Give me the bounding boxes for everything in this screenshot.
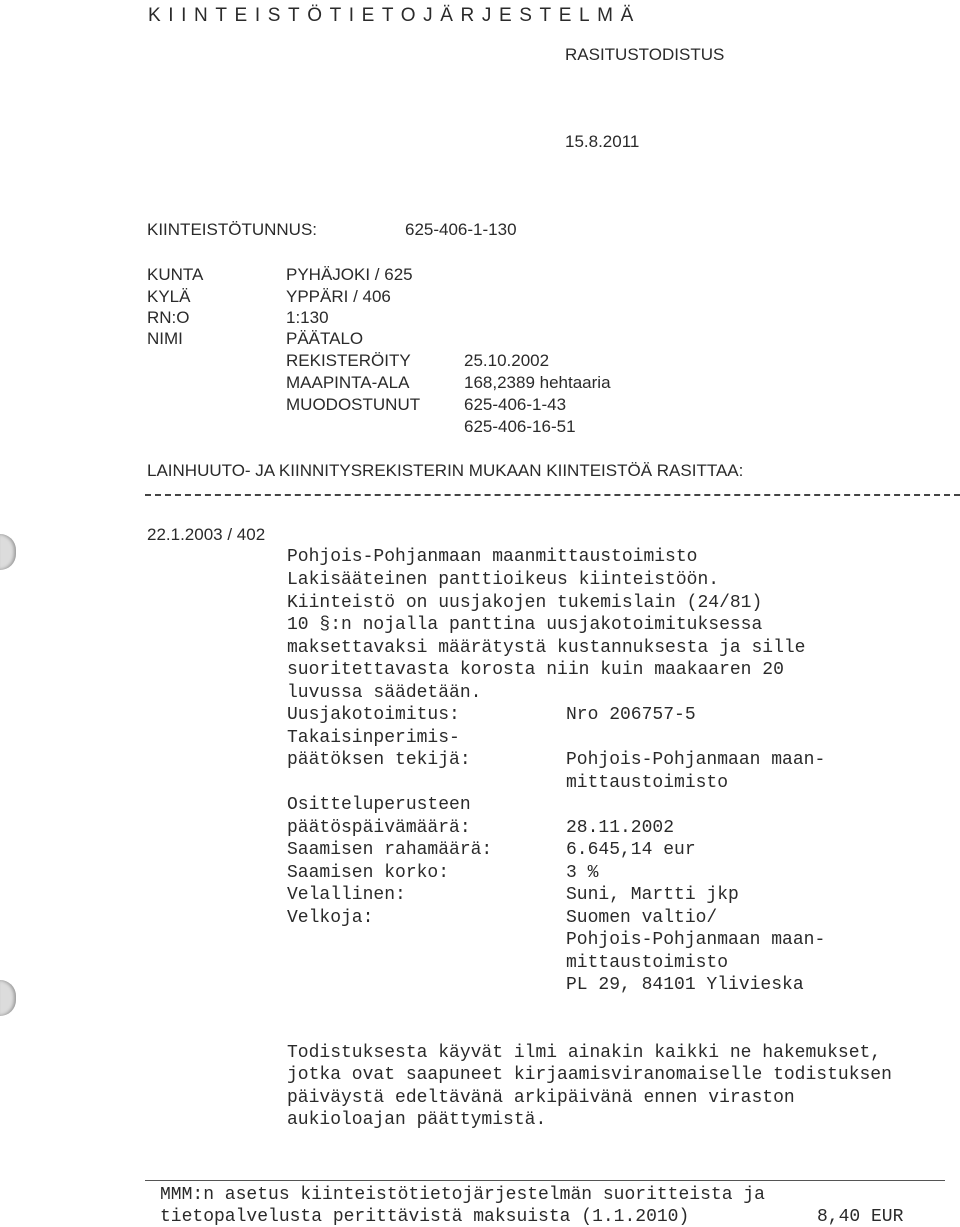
description-line: luvussa säädetään. [287,683,482,703]
formed-value: 625-406-1-43 [464,395,567,414]
registered-label: REKISTERÖITY [286,351,411,370]
description-line: Pohjois-Pohjanmaan maanmittaustoimisto [287,547,698,567]
decision-value-line: Pohjois-Pohjanmaan maan- [566,750,826,770]
document-date: 15.8.2011 [565,132,640,151]
property-row-label: KYLÄ [147,287,191,306]
debtor-label: Velallinen: [287,885,406,905]
entry-date: 22.1.2003 / 402 [147,525,266,544]
registered-value: 25.10.2002 [464,351,550,370]
area-label: MAAPINTA-ALA [286,373,410,392]
decision-label-line: Takaisinperimis- [287,728,460,748]
description-line: Kiinteistö on uusjakojen tukemislain (24/81) [287,593,763,613]
property-row-label: RN:O [147,308,190,327]
description-line: 10 §:n nojalla panttina uusjakotoimituksessa [287,615,763,635]
area-value: 168,2389 hehtaaria [464,373,611,392]
property-row-value: PÄÄTALO [286,329,364,348]
document-type: RASITUSTODISTUS [565,45,725,64]
property-row-value: PYHÄJOKI / 625 [286,265,413,284]
fee-line: MMM:n asetus kiinteistötietojärjestelmän suoritteista ja [160,1185,765,1205]
property-id-label: KIINTEISTÖTUNNUS: [147,220,318,239]
property-row-value: YPPÄRI / 406 [286,287,391,306]
system-title: KIINTEISTÖTIETOJÄRJESTELMÄ [148,5,641,26]
property-row-value: 1:130 [286,308,329,327]
basis-value: 28.11.2002 [566,818,675,838]
fee-divider [145,1180,945,1181]
dashed-divider [145,494,960,496]
formed-value: 625-406-16-51 [464,417,576,436]
property-row-label: KUNTA [147,265,204,284]
basis-label-line: Ositteluperusteen [287,795,471,815]
creditor-value-line: mittaustoimisto [566,953,729,973]
description-line: maksettavaksi määrätystä kustannuksesta ja sille [287,638,806,658]
uusjako-value: Nro 206757-5 [566,705,696,725]
amount-label: Saamisen rahamäärä: [287,840,493,860]
interest-value: 3 % [566,863,599,883]
decision-label-line: päätöksen tekijä: [287,750,471,770]
footnote-line: aukioloajan päättymistä. [287,1110,547,1130]
footnote-line: jotka ovat saapuneet kirjaamisviranomaiselle todistuksen [287,1065,892,1085]
binder-hole [0,980,16,1016]
creditor-value-line: Suomen valtio/ [566,908,718,928]
description-line: Lakisääteinen panttioikeus kiinteistöön. [287,570,720,590]
interest-label: Saamisen korko: [287,863,450,883]
creditor-label: Velkoja: [287,908,374,928]
formed-label: MUODOSTUNUT [286,395,421,414]
amount-value: 6.645,14 eur [566,840,696,860]
fee-amount: 8,40 EUR [817,1207,904,1227]
basis-label-line: päätöspäivämäärä: [287,818,471,838]
property-id-value: 625-406-1-130 [405,220,517,239]
property-row-label: NIMI [147,329,183,348]
binder-hole [0,534,16,570]
uusjako-label: Uusjakotoimitus: [287,705,460,725]
debtor-value: Suni, Martti jkp [566,885,739,905]
footnote-line: päiväystä edeltävänä arkipäivänä ennen viraston [287,1088,795,1108]
decision-value-line: mittaustoimisto [566,773,729,793]
creditor-value-line: Pohjois-Pohjanmaan maan- [566,930,826,950]
fee-line: tietopalvelusta perittävistä maksuista (1.1.2010) [160,1207,690,1227]
encumbrance-section-title: LAINHUUTO- JA KIINNITYSREKISTERIN MUKAAN KIINTEISTÖÄ RASITTAA: [147,461,744,480]
description-line: suoritettavasta korosta niin kuin maakaaren 20 [287,660,784,680]
creditor-value-line: PL 29, 84101 Ylivieska [566,975,804,995]
footnote-line: Todistuksesta käyvät ilmi ainakin kaikki ne hakemukset, [287,1043,882,1063]
